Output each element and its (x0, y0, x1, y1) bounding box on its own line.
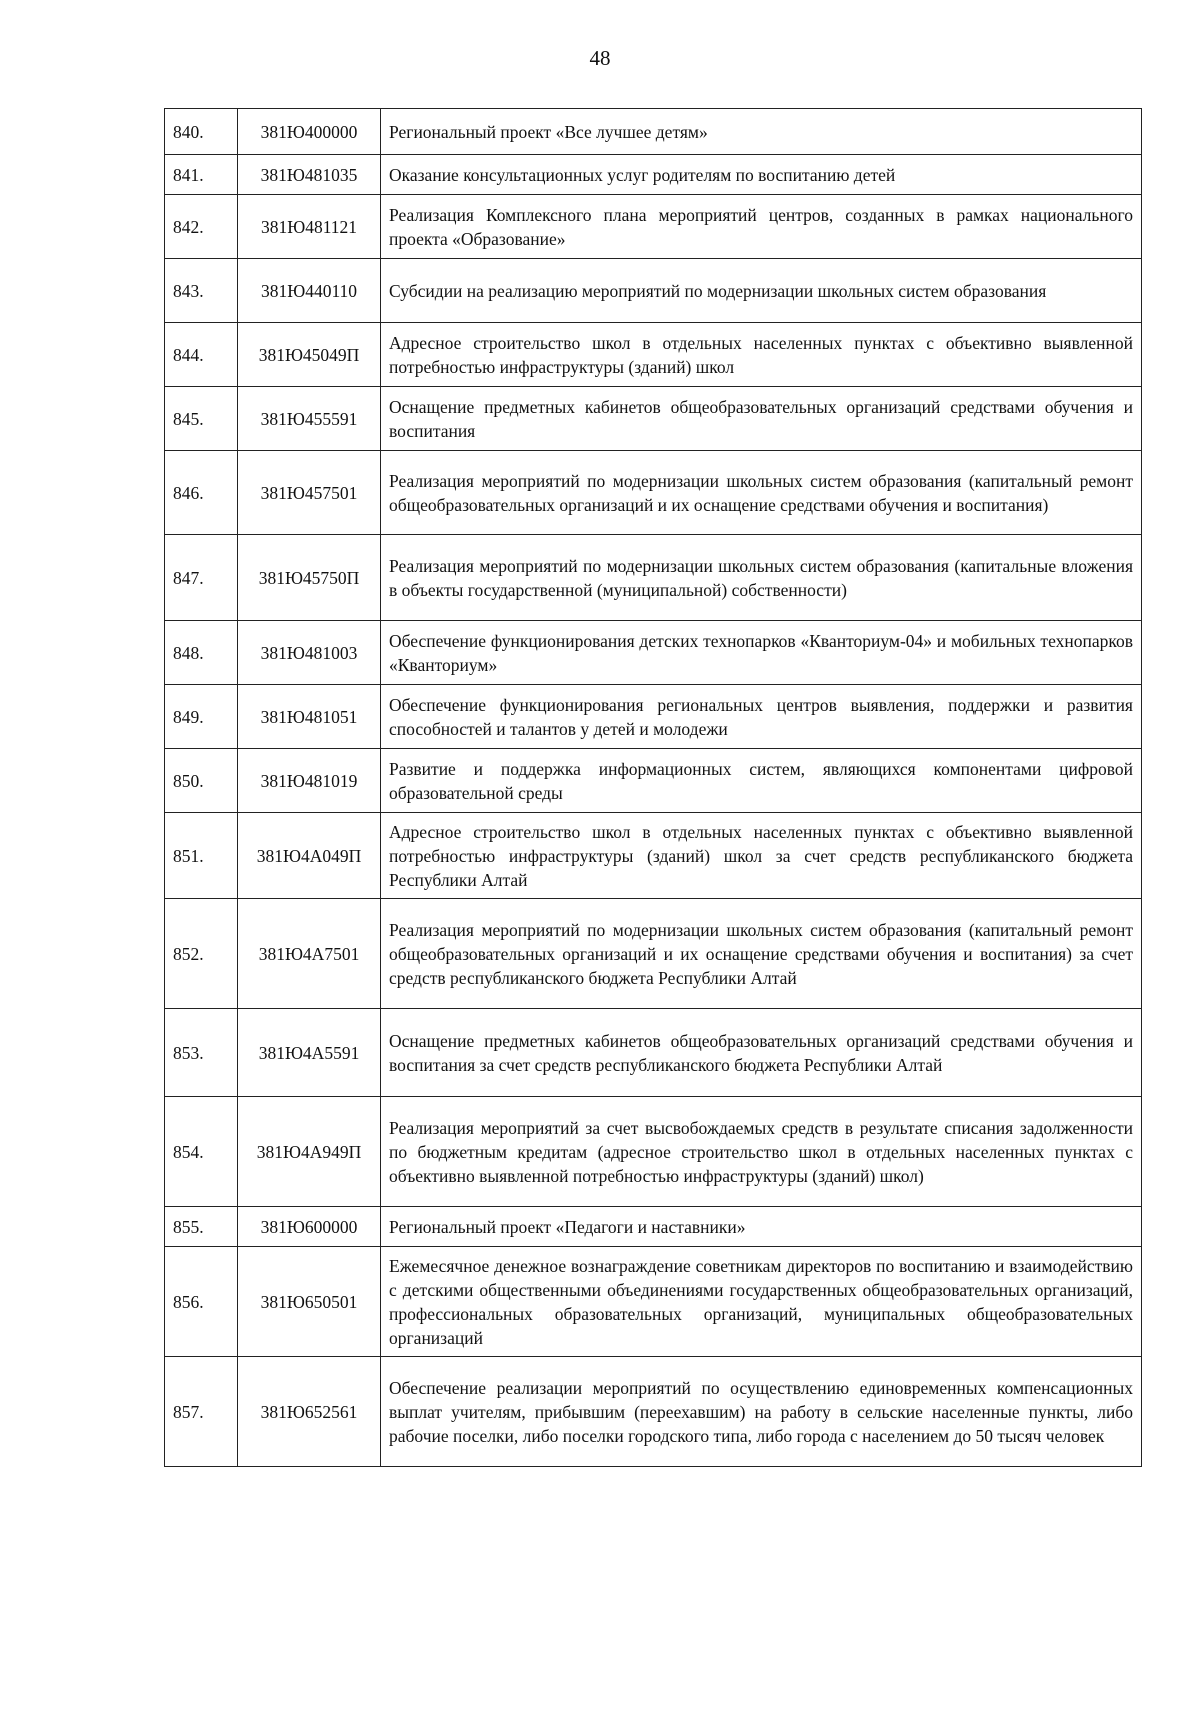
table-row (165, 109, 1142, 155)
row-number: 857. (165, 1357, 238, 1467)
row-description: Оснащение предметных кабинетов общеобразовательных организаций средствами обучения и воспитания (381, 387, 1142, 451)
row-code: 381Ю45750П (238, 535, 381, 621)
row-number: 841. (165, 155, 238, 195)
row-number: 840. (165, 109, 238, 155)
table-row (165, 685, 1142, 749)
table-row (165, 195, 1142, 259)
row-number: 850. (165, 749, 238, 813)
row-description: Реализация Комплексного плана мероприятий центров, созданных в рамках национального проекта «Образование» (381, 195, 1142, 259)
row-code: 381Ю481003 (238, 621, 381, 685)
row-number: 851. (165, 813, 238, 899)
row-code: 381Ю4А7501 (238, 899, 381, 1009)
row-code: 381Ю45049П (238, 323, 381, 387)
budget-classification-table (164, 108, 1142, 1467)
table-row (165, 899, 1142, 1009)
row-number: 847. (165, 535, 238, 621)
row-code: 381Ю481035 (238, 155, 381, 195)
row-description: Реализация мероприятий по модернизации школьных систем образования (капитальный ремонт общеобразовательных организаций и их оснащение средствами обучения и воспитания) (381, 451, 1142, 535)
row-number: 842. (165, 195, 238, 259)
page-number: 48 (589, 46, 611, 70)
table-row (165, 749, 1142, 813)
row-code: 381Ю652561 (238, 1357, 381, 1467)
row-code: 381Ю440110 (238, 259, 381, 323)
row-description: Адресное строительство школ в отдельных населенных пунктах с объективно выявленной потребностью инфраструктуры (зданий) школ за счет средств республиканского бюджета Республики Алтай (381, 813, 1142, 899)
row-number: 843. (165, 259, 238, 323)
row-code: 381Ю481121 (238, 195, 381, 259)
row-description: Региональный проект «Педагоги и наставники» (381, 1207, 1142, 1247)
row-description: Реализация мероприятий по модернизации школьных систем образования (капитальный ремонт общеобразовательных организаций и их оснащение средствами обучения и воспитания) за счет средств республиканского бюджета Республики Алтай (381, 899, 1142, 1009)
table-row (165, 1097, 1142, 1207)
table-row (165, 1009, 1142, 1097)
row-number: 854. (165, 1097, 238, 1207)
row-description: Ежемесячное денежное вознаграждение советникам директоров по воспитанию и взаимодействию с детскими общественными объединениями государственных общеобразовательных организаций, профессиональных образовательных организаций, муниципальных общеобразовательных организаций (381, 1247, 1142, 1357)
row-description: Оснащение предметных кабинетов общеобразовательных организаций средствами обучения и воспитания за счет средств республиканского бюджета Республики Алтай (381, 1009, 1142, 1097)
row-code: 381Ю481019 (238, 749, 381, 813)
table-row (165, 813, 1142, 899)
table-row (165, 621, 1142, 685)
table-row (165, 1207, 1142, 1247)
row-number: 852. (165, 899, 238, 1009)
row-description: Обеспечение реализации мероприятий по осуществлению единовременных компенсационных выплат учителям, прибывшим (переехавшим) на работу в сельские населенные пункты, либо рабочие поселки, либо поселки городского типа, либо города с населением до 50 тысяч человек (381, 1357, 1142, 1467)
row-description: Региональный проект «Все лучшее детям» (381, 109, 1142, 155)
row-code: 381Ю455591 (238, 387, 381, 451)
row-code: 381Ю481051 (238, 685, 381, 749)
table-row (165, 535, 1142, 621)
row-code: 381Ю4А5591 (238, 1009, 381, 1097)
table-row (165, 155, 1142, 195)
table-row (165, 259, 1142, 323)
row-number: 856. (165, 1247, 238, 1357)
table-row (165, 387, 1142, 451)
table-row (165, 1357, 1142, 1467)
row-description: Реализация мероприятий за счет высвобождаемых средств в результате списания задолженности по бюджетным кредитам (адресное строительство школ в отдельных населенных пунктах с объективно выявленной потребностью инфраструктуры (зданий) школ) (381, 1097, 1142, 1207)
row-description: Оказание консультационных услуг родителям по воспитанию детей (381, 155, 1142, 195)
row-description: Обеспечение функционирования детских технопарков «Кванториум-04» и мобильных технопарков «Кванториум» (381, 621, 1142, 685)
row-code: 381Ю600000 (238, 1207, 381, 1247)
row-description: Реализация мероприятий по модернизации школьных систем образования (капитальные вложения в объекты государственной (муниципальной) собственности) (381, 535, 1142, 621)
row-number: 845. (165, 387, 238, 451)
row-code: 381Ю4А949П (238, 1097, 381, 1207)
row-number: 855. (165, 1207, 238, 1247)
row-code: 381Ю4А049П (238, 813, 381, 899)
row-code: 381Ю457501 (238, 451, 381, 535)
row-code: 381Ю650501 (238, 1247, 381, 1357)
row-code: 381Ю400000 (238, 109, 381, 155)
row-description: Субсидии на реализацию мероприятий по модернизации школьных систем образования (381, 259, 1142, 323)
row-number: 853. (165, 1009, 238, 1097)
row-description: Развитие и поддержка информационных систем, являющихся компонентами цифровой образовательной среды (381, 749, 1142, 813)
row-description: Обеспечение функционирования региональных центров выявления, поддержки и развития способностей и талантов у детей и молодежи (381, 685, 1142, 749)
row-description: Адресное строительство школ в отдельных населенных пунктах с объективно выявленной потребностью инфраструктуры (зданий) школ (381, 323, 1142, 387)
table-row (165, 1247, 1142, 1357)
row-number: 849. (165, 685, 238, 749)
row-number: 844. (165, 323, 238, 387)
table-row (165, 451, 1142, 535)
table-row (165, 323, 1142, 387)
row-number: 846. (165, 451, 238, 535)
row-number: 848. (165, 621, 238, 685)
